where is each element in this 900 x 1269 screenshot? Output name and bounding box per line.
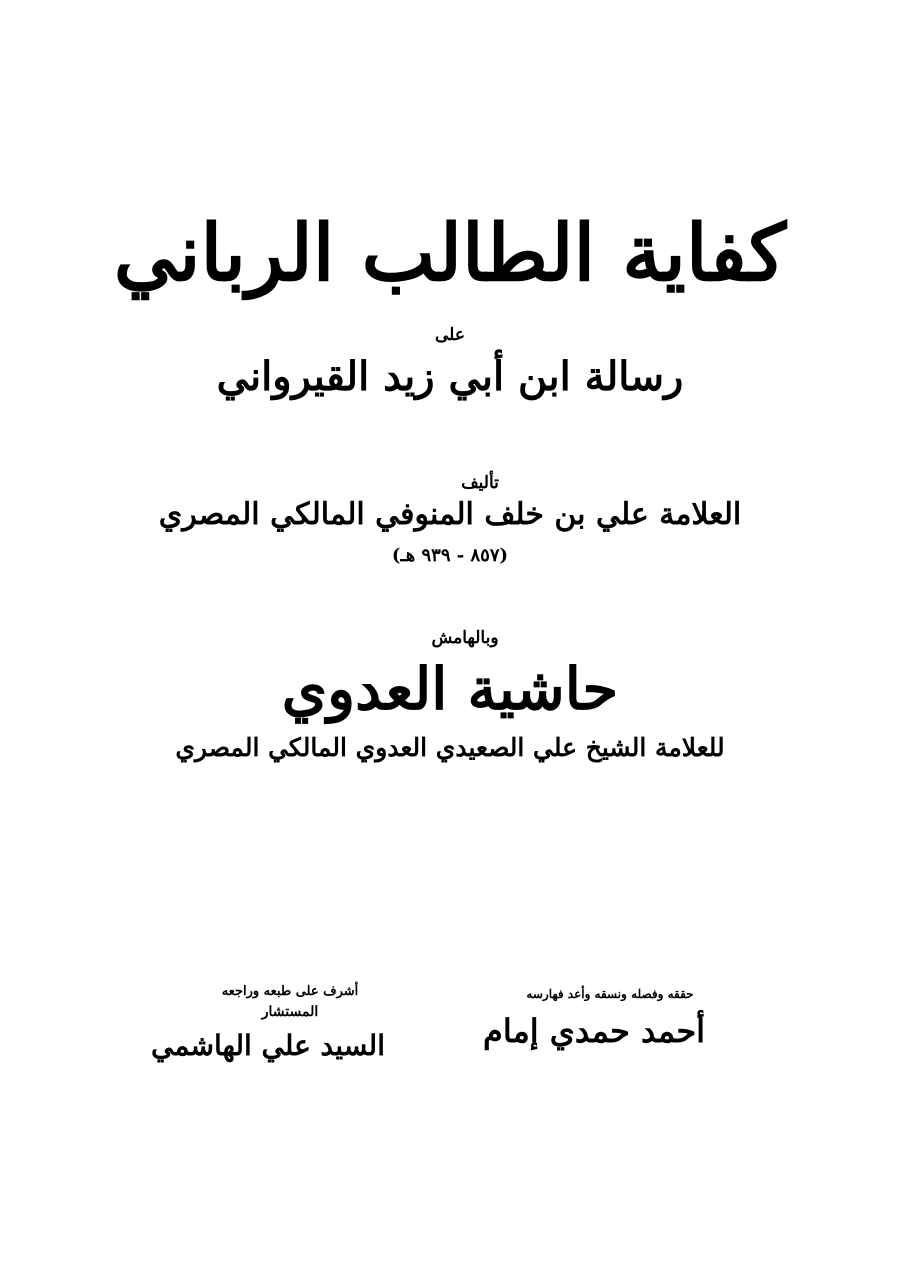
hashiya-title: حاشية العدوي [281, 655, 619, 723]
hashiya-author: للعلامة الشيخ علي الصعيدي العدوي المالكي المصري [175, 733, 725, 762]
book-main-title: كفاية الطالب الرباني [113, 208, 787, 299]
on-word: على [435, 325, 465, 345]
authored-label: تأليف [461, 473, 499, 493]
author-name: العلامة علي بن خلف المنوفي المالكي المصري [158, 497, 742, 532]
book-subtitle: رسالة ابن أبي زيد القيرواني [216, 353, 684, 400]
editor-name: أحمد حمدي إمام [483, 1012, 705, 1050]
editor-role: حققه وفصله ونسقه وأعد فهارسه [526, 987, 694, 1001]
supervisor-role: أشرف على طبعه وراجعه [221, 984, 359, 999]
margin-label: وبالهامش [431, 628, 499, 648]
author-dates: (٨٥٧ - ٩٣٩ هـ) [391, 545, 509, 566]
supervisor-title: المستشار [261, 1004, 319, 1020]
supervisor-name: السيد علي الهاشمي [151, 1029, 385, 1062]
